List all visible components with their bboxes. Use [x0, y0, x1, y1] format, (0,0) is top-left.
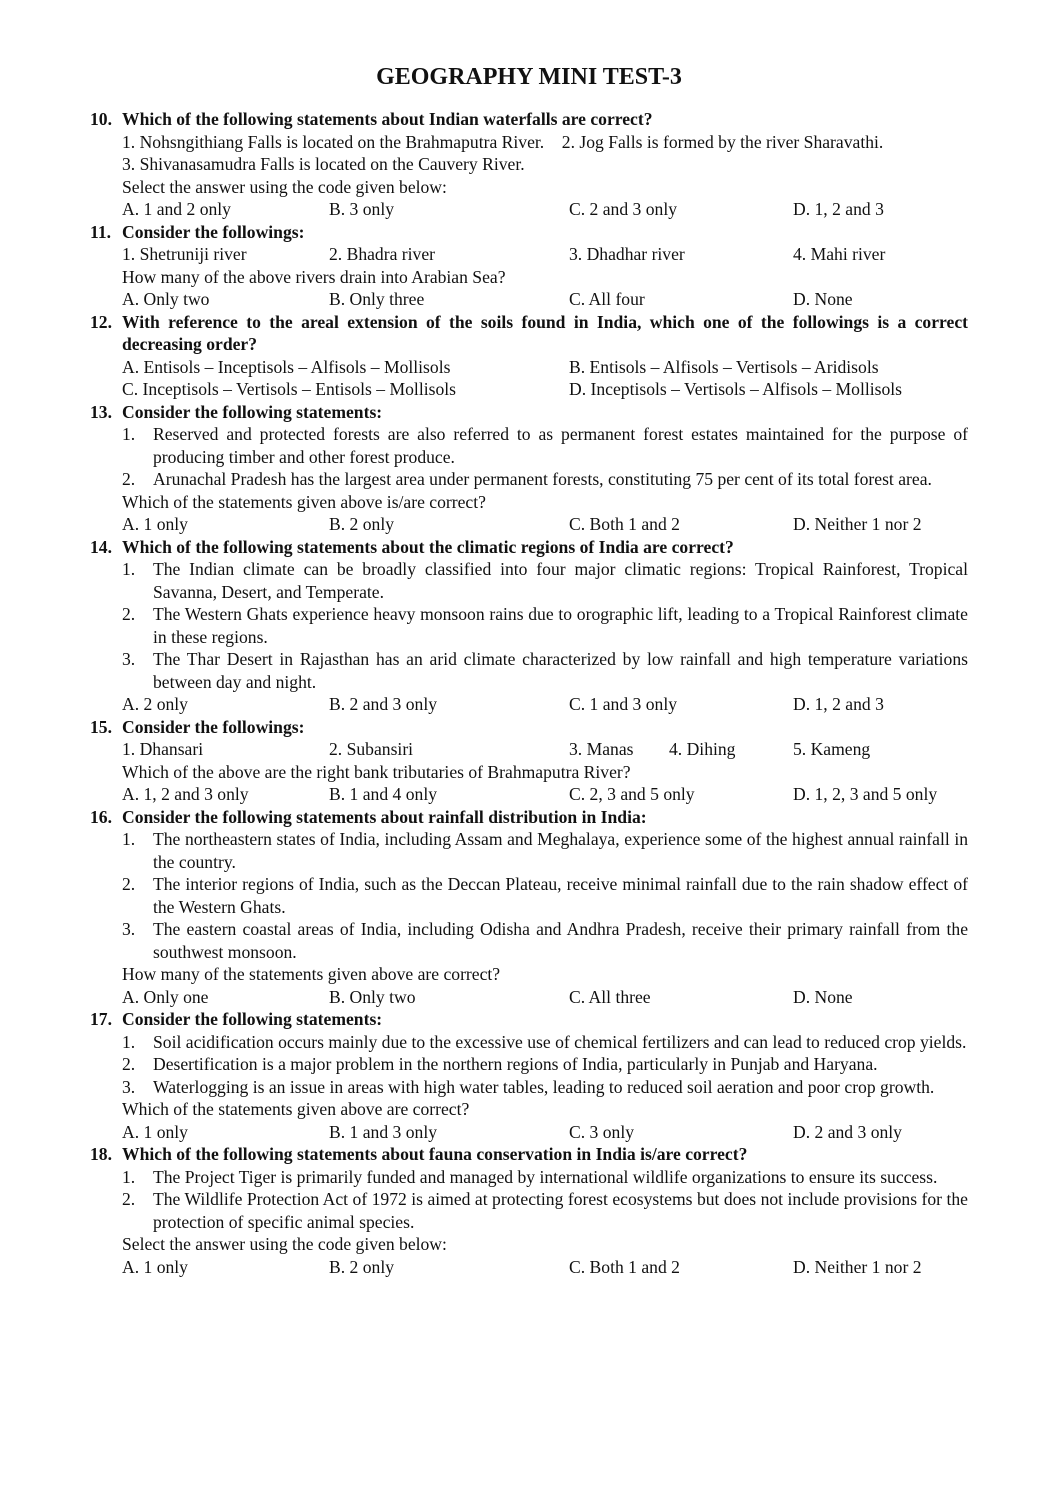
option-c: C. 2, 3 and 5 only [569, 784, 695, 804]
question-17 [90, 1008, 968, 1143]
option-b: B. Only two [329, 986, 416, 1007]
list-item: 4. Mahi river [793, 244, 886, 264]
question-line: 3. Shivanasamudra Falls is located on the Cauvery River. [122, 154, 525, 174]
option-d: D. 2 and 3 only [793, 1121, 902, 1142]
option-d: D. Neither 1 nor 2 [793, 1256, 922, 1277]
statement: 2. Arunachal Pradesh has the largest area under permanent forests, constituting 75 per cent of its total forest area. [122, 468, 968, 491]
question-text: Consider the following statements: [122, 401, 383, 422]
question-text: Which of the following statements about fauna conservation in India is/are correct? [122, 1144, 748, 1164]
option-a: A. 1 and 2 only [122, 199, 231, 219]
statement-text: The Western Ghats experience heavy monsoon rains due to orographic lift, leading to a Tropical Rainforest climate in these regions. [153, 604, 968, 647]
option-a: A. Only two [122, 289, 210, 309]
question-text: Consider the following statements: [122, 1009, 383, 1029]
option-d: D. 1, 2 and 3 [793, 694, 884, 714]
question-number: 17. [90, 1009, 112, 1029]
statement-text: The Indian climate can be broadly classified into four major climatic regions: Tropical Rainforest, Tropical Savanna, Desert, and Temperate. [153, 559, 968, 602]
question-line: Select the answer using the code given below: [122, 176, 447, 197]
page-title: GEOGRAPHY MINI TEST-3 [376, 64, 682, 90]
options-row [122, 986, 968, 1009]
question-text: Which of the following statements about the climatic regions of India are correct? [122, 536, 734, 557]
statement: 3. Waterlogging is an issue in areas with high water tables, leading to reduced soil aeration and poor crop growth. [122, 1076, 968, 1099]
statement-text: The Project Tiger is primarily funded and managed by international wildlife organizations to ensure its success. [153, 1166, 938, 1187]
list-item: 4. Dihing [669, 739, 736, 759]
options-row [122, 356, 968, 379]
statement-text: Desertification is a major problem in the northern regions of India, particularly in Punjab and Haryana. [153, 1054, 878, 1074]
option-d: D. Neither 1 nor 2 [793, 514, 922, 534]
option-b: B. 3 only [329, 199, 395, 219]
statement: 3. The eastern coastal areas of India, including Odisha and Andhra Pradesh, receive their primary rainfall from the southwest monsoon. [122, 919, 968, 962]
question-prompt: Which of the above are the right bank tributaries of Brahmaputra River? [122, 761, 631, 782]
question-14 [90, 536, 968, 716]
option-c: C. Both 1 and 2 [569, 1256, 680, 1277]
question-16 [90, 806, 968, 1009]
question-prompt: Which of the statements given above are correct? [122, 1099, 470, 1119]
list-item: 1. Shetruniji river [122, 244, 247, 264]
statement-text: The interior regions of India, such as the Deccan Plateau, receive minimal rainfall due to the rain shadow effect of the Western Ghats. [153, 874, 968, 917]
statement: 1. Soil acidification occurs mainly due to the excessive use of chemical fertilizers and can lead to reduced crop yields. [122, 1031, 967, 1052]
question-18 [90, 1143, 968, 1278]
question-10 [90, 108, 968, 221]
question-prompt: How many of the statements given above are correct? [122, 964, 501, 984]
option-b: B. Entisols – Alfisols – Vertisols – Aridisols [569, 356, 879, 377]
option-b: B. 1 and 4 only [329, 784, 438, 804]
question-number: 14. [90, 536, 112, 557]
option-d: D. Inceptisols – Vertisols – Alfisols – Mollisols [569, 379, 903, 399]
list-item: 2. Subansiri [329, 739, 414, 759]
option-b: B. 1 and 3 only [329, 1121, 438, 1142]
option-a: A. Entisols – Inceptisols – Alfisols – Mollisols [122, 356, 451, 377]
option-b: B. 2 and 3 only [329, 694, 438, 714]
option-a: A. 2 only [122, 694, 188, 714]
option-c: C. All four [569, 289, 645, 309]
list-item: 5. Kameng [793, 739, 871, 759]
statement-text: Soil acidification occurs mainly due to the excessive use of chemical fertilizers and can lead to reduced crop yields. [153, 1031, 967, 1052]
option-d: D. None [793, 289, 853, 309]
question-prompt: Which of the statements given above is/are correct? [122, 491, 486, 512]
list-item: 3. Dhadhar river [569, 244, 685, 264]
statement: 1. Reserved and protected forests are also referred to as permanent forest estates maintained for the purpose of producing timber and other forest produce. [122, 424, 968, 467]
options-row [122, 198, 968, 221]
question-number: 18. [90, 1144, 112, 1164]
option-a: A. 1 only [122, 1256, 188, 1277]
question-number: 16. [90, 806, 112, 827]
statement-text: The Thar Desert in Rajasthan has an arid climate characterized by low rainfall and high temperature variations between day and night. [153, 649, 968, 692]
statement-text: The northeastern states of India, including Assam and Meghalaya, experience some of the highest annual rainfall in the country. [153, 829, 968, 872]
question-number: 13. [90, 401, 112, 422]
options-row [122, 513, 968, 536]
options-row [122, 1256, 968, 1279]
question-line: 1. Nohsngithiang Falls is located on the Brahmaputra River. 2. Jog Falls is formed by the river Sharavathi. [122, 131, 884, 152]
question-text: Which of the following statements about Indian waterfalls are correct? [122, 109, 653, 129]
statement-text: Waterlogging is an issue in areas with high water tables, leading to reduced soil aeration and poor crop growth. [153, 1076, 935, 1097]
options-row [122, 378, 968, 401]
option-c: C. Inceptisols – Vertisols – Entisols – Mollisols [122, 379, 456, 399]
option-a: A. 1 only [122, 514, 188, 534]
option-c: C. All three [569, 986, 651, 1007]
question-15 [90, 716, 968, 806]
question-13 [90, 401, 968, 536]
options-row [122, 1121, 968, 1144]
statement: 1. The Indian climate can be broadly classified into four major climatic regions: Tropical Rainforest, Tropical Savanna, Desert, and Temperate. [122, 559, 968, 602]
statement: 1. The Project Tiger is primarily funded and managed by international wildlife organizations to ensure its success. [122, 1166, 968, 1189]
list-item: 2. Bhadra river [329, 244, 436, 264]
statement-text: The eastern coastal areas of India, including Odisha and Andhra Pradesh, receive their primary rainfall from the southwest monsoon. [153, 919, 968, 962]
options-row [122, 693, 968, 716]
statement: 2. The Western Ghats experience heavy monsoon rains due to orographic lift, leading to a Tropical Rainforest climate in these regions. [122, 604, 968, 647]
option-a: A. 1, 2 and 3 only [122, 784, 249, 804]
option-a: A. 1 only [122, 1121, 188, 1142]
options-row [122, 783, 968, 806]
option-d: D. 1, 2 and 3 [793, 199, 884, 219]
option-a: A. Only one [122, 986, 209, 1007]
items-row [122, 738, 968, 761]
statement: 2. The Wildlife Protection Act of 1972 is aimed at protecting forest ecosystems but does not include provisions for the protection of specific animal species. [122, 1189, 968, 1232]
option-c: C. 1 and 3 only [569, 694, 678, 714]
question-11 [90, 221, 968, 311]
items-row [122, 243, 968, 266]
question-text: With reference to the areal extension of the soils found in India, which one of the followings is a correct decreasing order? [122, 311, 968, 354]
statement: 1. The northeastern states of India, including Assam and Meghalaya, experience some of the highest annual rainfall in the country. [122, 829, 968, 872]
question-number: 10. [90, 109, 112, 129]
statement-text: The Wildlife Protection Act of 1972 is aimed at protecting forest ecosystems but does not include provisions for the protection of specific animal species. [153, 1189, 968, 1232]
statement-text: Arunachal Pradesh has the largest area under permanent forests, constituting 75 per cent of its total forest area. [153, 469, 932, 489]
question-number: 15. [90, 716, 112, 737]
statement: 2. Desertification is a major problem in the northern regions of India, particularly in Punjab and Haryana. [122, 1053, 968, 1076]
list-item: 1. Dhansari [122, 739, 204, 759]
question-prompt: Select the answer using the code given below: [122, 1234, 447, 1254]
question-number: 12. [90, 311, 112, 332]
option-b: B. 2 only [329, 514, 395, 534]
question-12 [90, 311, 968, 401]
option-c: C. Both 1 and 2 [569, 514, 680, 534]
question-list [90, 108, 968, 1278]
option-d: D. None [793, 986, 853, 1007]
statement-text: Reserved and protected forests are also referred to as permanent forest estates maintained for the purpose of producing timber and other forest produce. [153, 424, 968, 467]
option-b: B. 2 only [329, 1256, 395, 1277]
question-text: Consider the following statements about rainfall distribution in India: [122, 806, 647, 827]
option-d: D. 1, 2, 3 and 5 only [793, 784, 938, 804]
question-text: Consider the followings: [122, 221, 305, 242]
statement: 3. The Thar Desert in Rajasthan has an arid climate characterized by low rainfall and high temperature variations between day and night. [122, 649, 968, 692]
question-text: Consider the followings: [122, 716, 305, 737]
question-number: 11. [90, 221, 112, 242]
option-c: C. 3 only [569, 1121, 635, 1142]
question-prompt: How many of the above rivers drain into Arabian Sea? [122, 266, 506, 287]
option-b: B. Only three [329, 289, 425, 309]
option-c: C. 2 and 3 only [569, 199, 678, 219]
options-row [122, 288, 968, 311]
list-item: 3. Manas [569, 739, 634, 759]
statement: 2. The interior regions of India, such as the Deccan Plateau, receive minimal rainfall due to the rain shadow effect of the Western Ghats. [122, 874, 968, 917]
